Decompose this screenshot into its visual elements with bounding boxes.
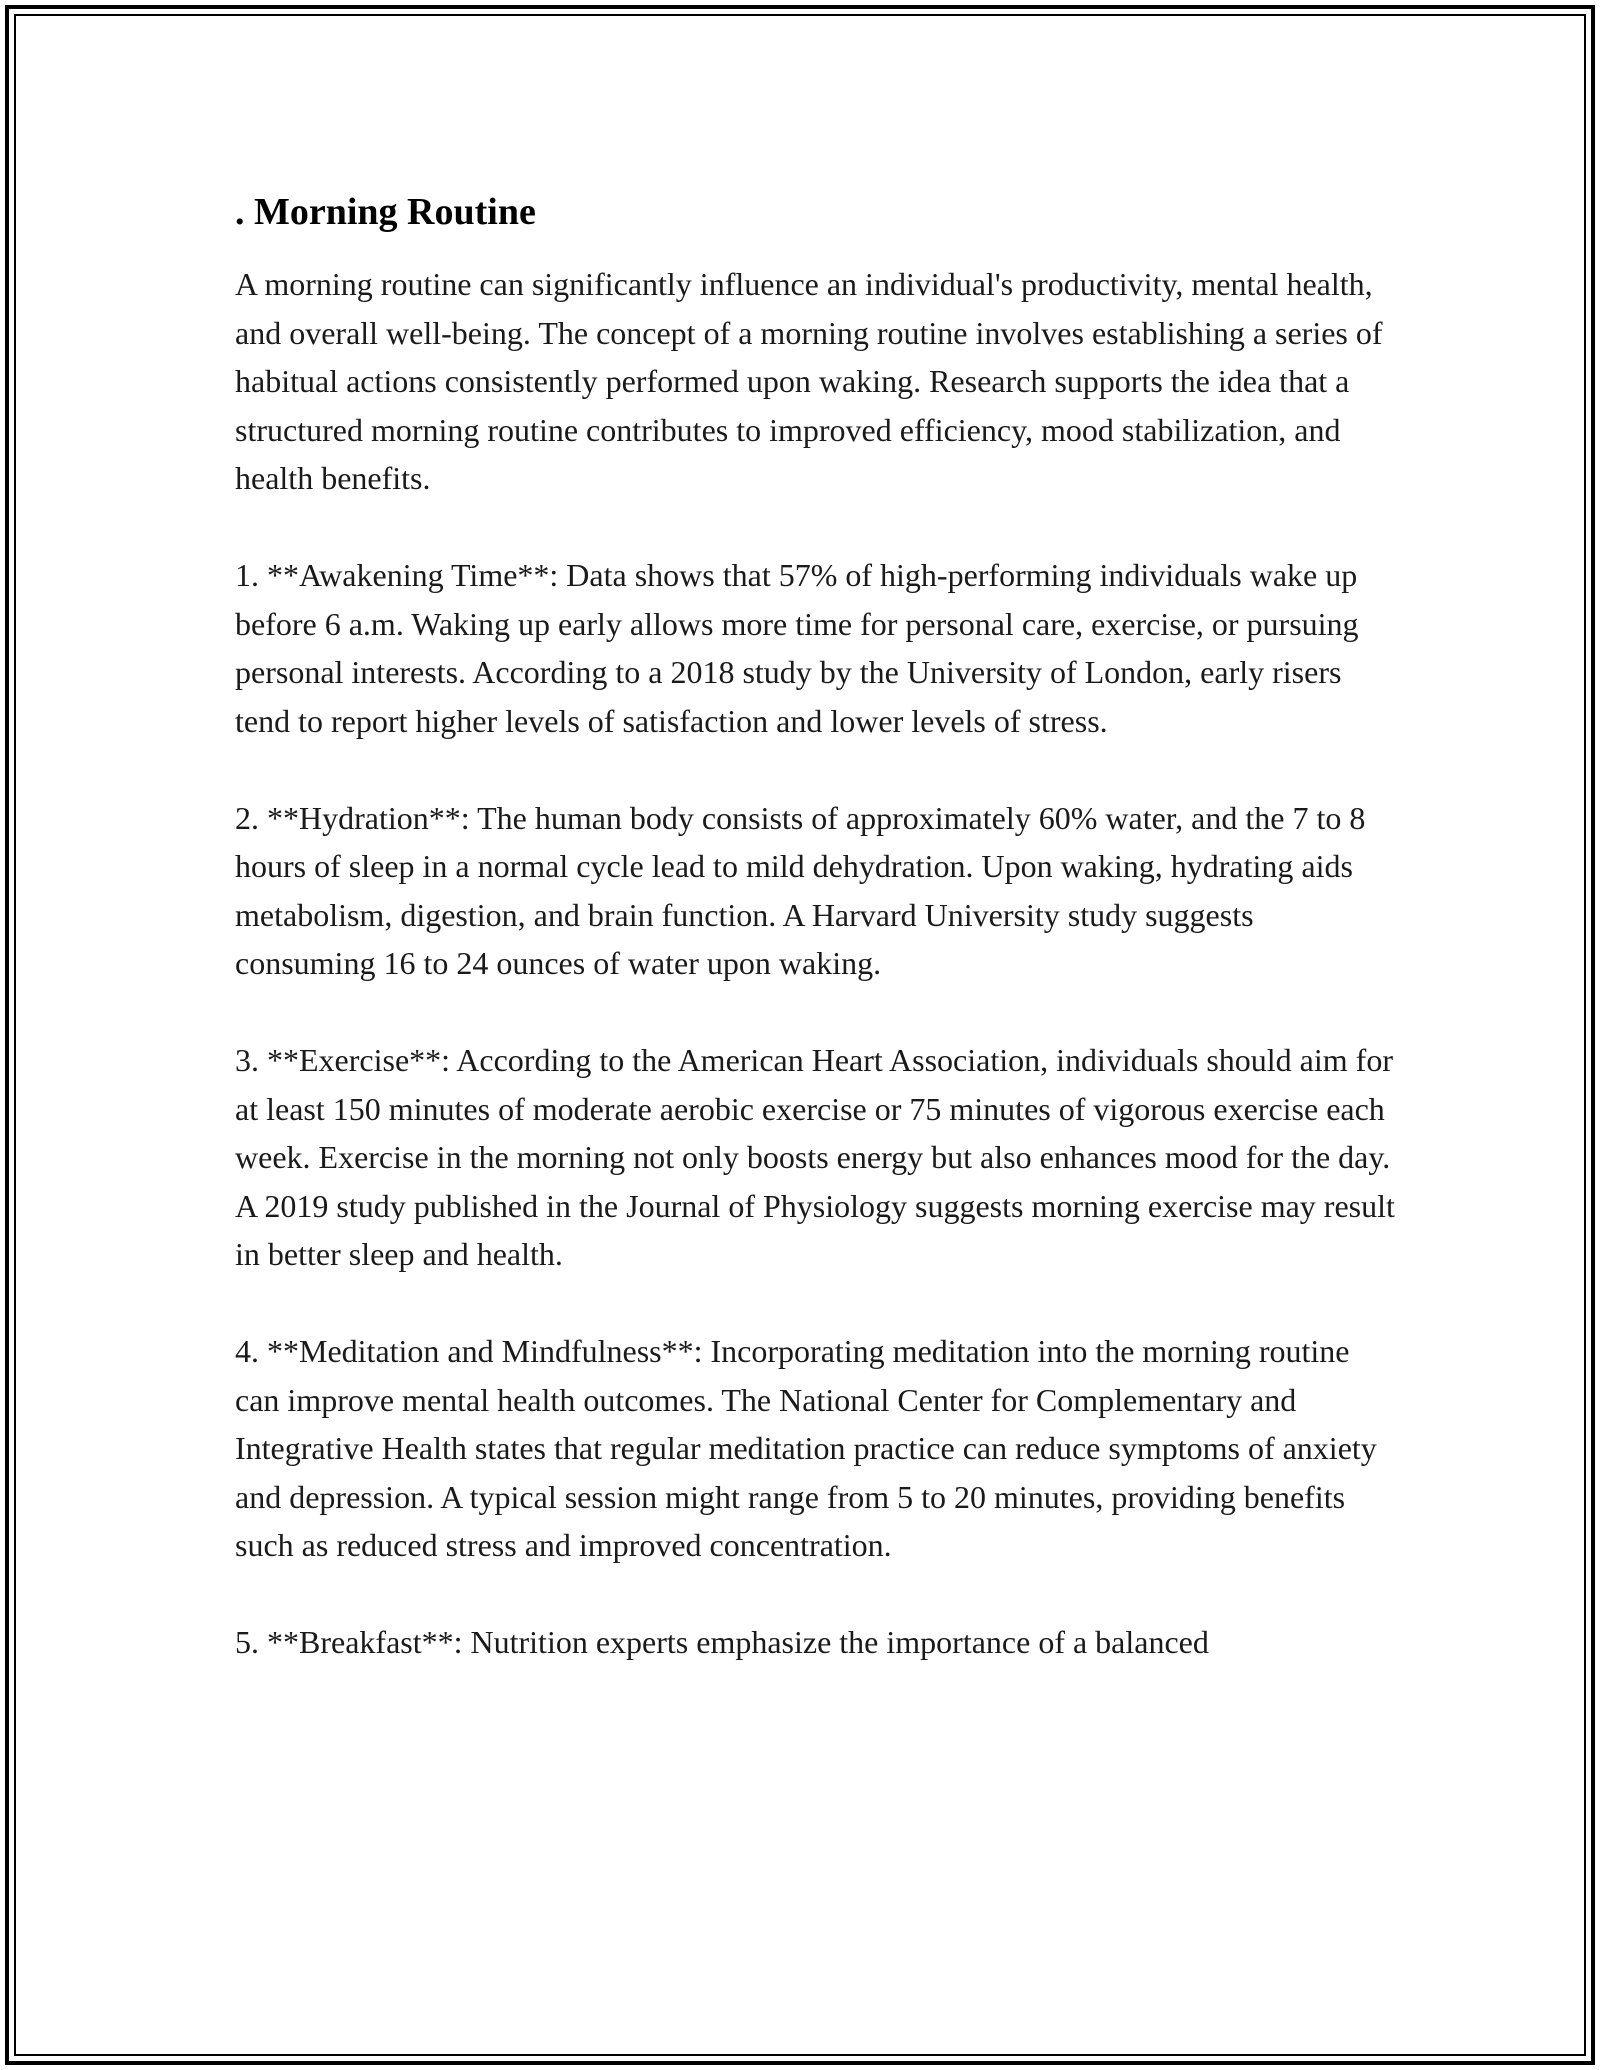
page-title: . Morning Routine bbox=[235, 191, 536, 233]
intro-paragraph: A morning routine can significantly influence an individual's productivity, mental health, and overall well-being. The concept of a morning routine involves establishing a series of habitual actions consistently performed upon waking. Research supports the idea that a structured morning routine contributes to improved efficiency, mood stabilization, and health benefits. bbox=[235, 266, 1383, 496]
paragraph-breakfast: 5. **Breakfast**: Nutrition experts emphasize the importance of a balanced bbox=[235, 1624, 1209, 1660]
paragraph-awakening-time: 1. **Awakening Time**: Data shows that 57% of high-performing individuals wake up before 6 a.m. Waking up early allows more time for personal care, exercise, or pursuing personal interests. According to a 2018 study by the University of London, early risers tend to report higher levels of satisfaction and lower levels of stress. bbox=[235, 557, 1359, 739]
paragraph-meditation: 4. **Meditation and Mindfulness**: Incorporating meditation into the morning routine can improve mental health outcomes. The National Center for Complementary and Integrative Health states that regular meditation practice can reduce symptoms of anxiety and depression. A typical session might range from 5 to 20 minutes, providing benefits such as reduced stress and improved concentration. bbox=[235, 1333, 1377, 1563]
document-body bbox=[235, 188, 1395, 1667]
paragraph-hydration: 2. **Hydration**: The human body consists of approximately 60% water, and the 7 to 8 hours of sleep in a normal cycle lead to mild dehydration. Upon waking, hydrating aids metabolism, digestion, and brain function. A Harvard University study suggests consuming 16 to 24 ounces of water upon waking. bbox=[235, 799, 1366, 981]
paragraph-exercise: 3. **Exercise**: According to the American Heart Association, individuals should aim for at least 150 minutes of moderate aerobic exercise or 75 minutes of vigorous exercise each week. Exercise in the morning not only boosts energy but also enhances mood for the day. A 2019 study published in the Journal of Physiology suggests morning exercise may result in better sleep and health. bbox=[235, 1042, 1395, 1272]
